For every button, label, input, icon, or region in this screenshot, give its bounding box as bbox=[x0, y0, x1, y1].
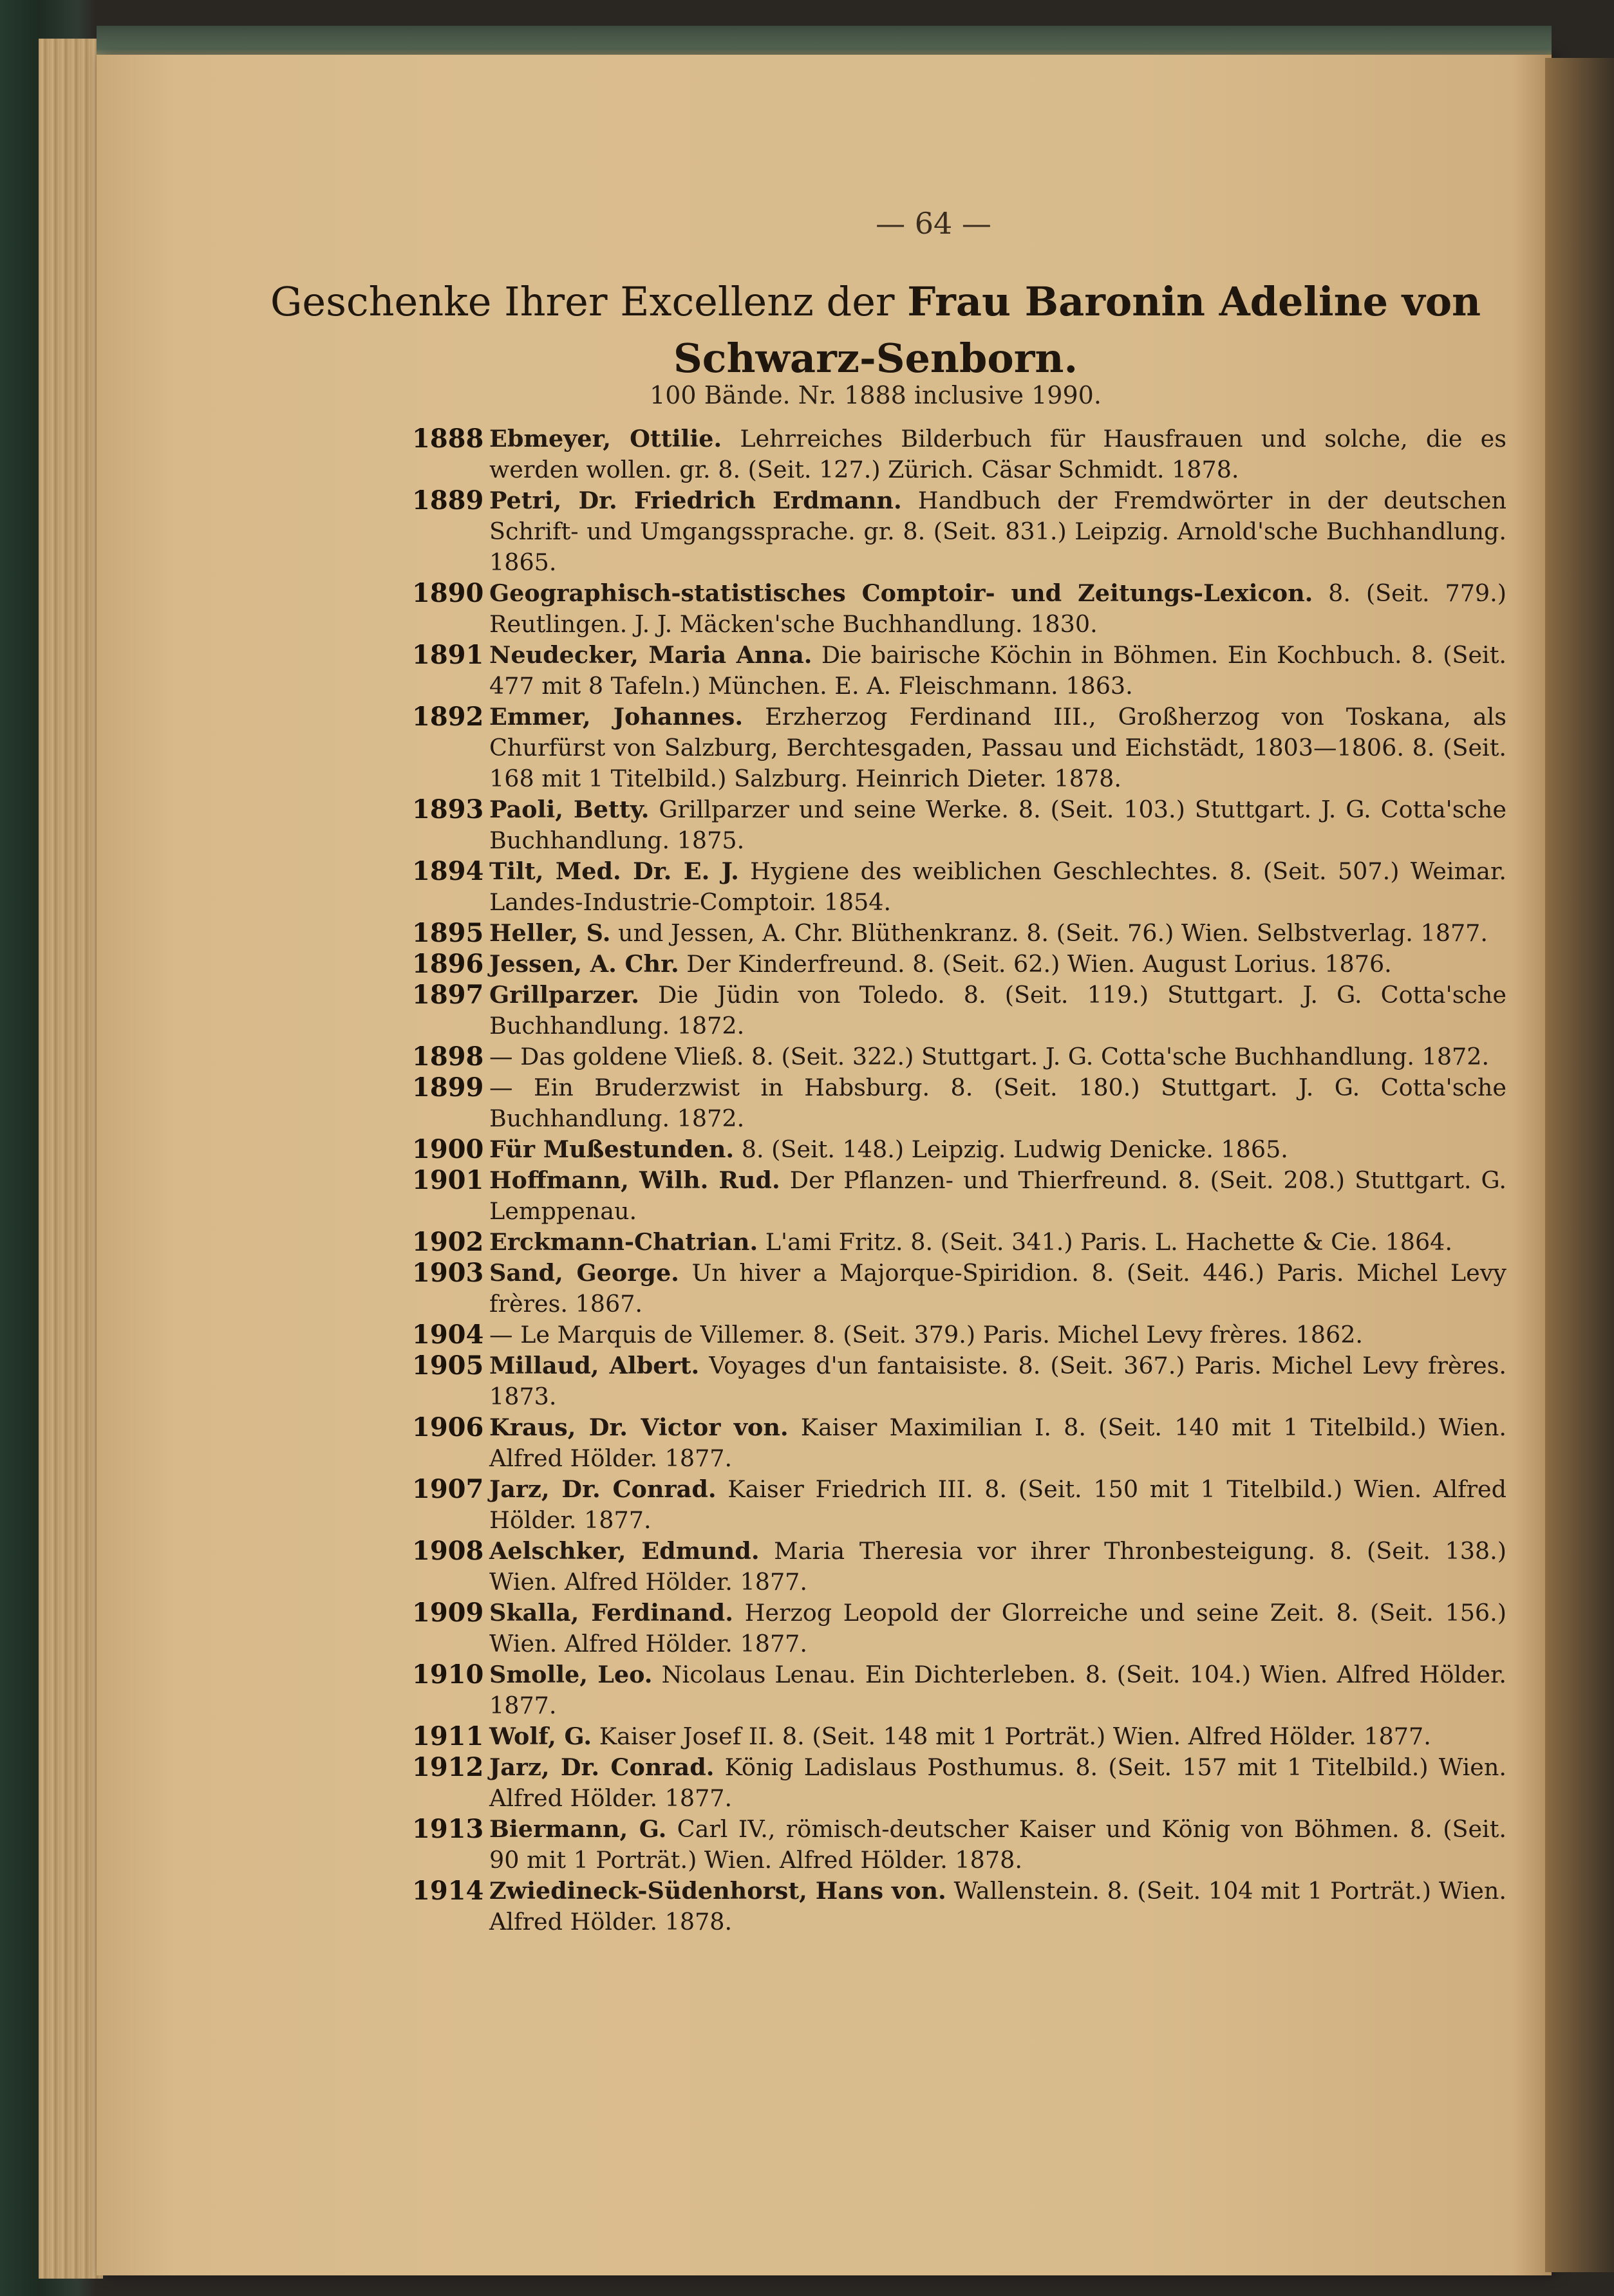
entry-author: Sand, George. bbox=[489, 1259, 679, 1287]
entry-author: Erckmann-Chatrian. bbox=[489, 1228, 758, 1256]
entry-author: Tilt, Med. Dr. E. J. bbox=[489, 857, 739, 885]
entry-author: Grillparzer. bbox=[489, 981, 639, 1009]
entry-description: König Ladislaus Posthumus. 8. (Seit. 157 mit 1 Titelbild.) Wien. Alfred Hölder. 1877. bbox=[489, 1753, 1506, 1812]
entry-author: Kraus, Dr. Victor von. bbox=[489, 1414, 789, 1441]
catalog-entry bbox=[361, 980, 1506, 1041]
entry-author: Smolle, Leo. bbox=[489, 1661, 653, 1688]
catalog-entry bbox=[361, 1134, 1506, 1165]
entry-number: 1914 bbox=[412, 1876, 484, 1906]
entry-body bbox=[489, 794, 1506, 856]
catalog-entry bbox=[361, 1752, 1506, 1814]
entry-author: Wolf, G. bbox=[489, 1722, 592, 1750]
entry-body bbox=[489, 640, 1506, 702]
catalog-entry bbox=[361, 1598, 1506, 1659]
entry-author: Für Mußestunden. bbox=[489, 1135, 735, 1163]
entry-description: — Ein Bruderzwist in Habsburg. 8. (Seit. 180.) Stuttgart. J. G. Cotta'sche Buchhandlung. 1872. bbox=[489, 1074, 1506, 1132]
catalog-entry bbox=[361, 1041, 1506, 1072]
page-right-shadow bbox=[1545, 58, 1614, 2272]
entry-author: Jarz, Dr. Conrad. bbox=[489, 1475, 717, 1503]
entry-body bbox=[489, 1041, 1506, 1072]
catalog-entry bbox=[361, 578, 1506, 640]
catalog-entry bbox=[361, 1350, 1506, 1412]
catalog-entry bbox=[361, 1536, 1506, 1598]
entry-body bbox=[489, 1752, 1506, 1814]
entry-description: Grillparzer und seine Werke. 8. (Seit. 103.) Stuttgart. J. G. Cotta'sche Buchhandlung. 1875. bbox=[489, 796, 1506, 854]
entry-description: 8. (Seit. 148.) Leipzig. Ludwig Denicke. 1865. bbox=[734, 1135, 1288, 1163]
entry-number: 1912 bbox=[412, 1752, 484, 1782]
catalog-entry bbox=[361, 1659, 1506, 1721]
entry-body bbox=[489, 1412, 1506, 1474]
entry-number: 1905 bbox=[412, 1350, 484, 1381]
catalog-entry bbox=[361, 794, 1506, 856]
page-subtitle: 100 Bände. Nr. 1888 inclusive 1990. bbox=[650, 381, 1102, 409]
entry-description: Kaiser Maximilian I. 8. (Seit. 140 mit 1 Titelbild.) Wien. Alfred Hölder. 1877. bbox=[489, 1414, 1507, 1472]
entry-number: 1910 bbox=[412, 1659, 484, 1690]
entry-body bbox=[489, 424, 1506, 485]
catalog-entry bbox=[361, 918, 1506, 949]
entry-description: Nicolaus Lenau. Ein Dichterleben. 8. (Seit. 104.) Wien. Alfred Hölder. 1877. bbox=[489, 1661, 1506, 1719]
entry-description: Der Pflanzen- und Thierfreund. 8. (Seit. 208.) Stuttgart. G. Lemppenau. bbox=[489, 1166, 1507, 1225]
entry-author: Millaud, Albert. bbox=[489, 1352, 700, 1379]
entry-number: 1908 bbox=[412, 1536, 484, 1566]
entry-number: 1902 bbox=[412, 1227, 484, 1257]
catalog-entry bbox=[361, 1165, 1506, 1227]
entry-number: 1901 bbox=[412, 1165, 484, 1195]
entry-author: Jessen, A. Chr. bbox=[489, 950, 679, 978]
entry-number: 1899 bbox=[412, 1072, 484, 1103]
catalog-entry bbox=[361, 1814, 1506, 1876]
catalog-entry bbox=[361, 856, 1506, 918]
entry-description: und Jessen, A. Chr. Blüthenkranz. 8. (Seit. 76.) Wien. Selbstverlag. 1877. bbox=[610, 919, 1488, 947]
entry-body bbox=[489, 1072, 1506, 1134]
entry-body bbox=[489, 1474, 1506, 1536]
entry-number: 1898 bbox=[412, 1041, 484, 1072]
entry-number: 1911 bbox=[412, 1721, 484, 1751]
entry-number: 1909 bbox=[412, 1598, 484, 1628]
entry-author: Zwiedineck-Südenhorst, Hans von. bbox=[489, 1877, 946, 1905]
entry-number: 1895 bbox=[412, 918, 484, 948]
entry-body bbox=[489, 949, 1506, 980]
catalog-entry bbox=[361, 1412, 1506, 1474]
entry-description: Handbuch der Fremdwörter in der deutschen Schrift- und Umgangssprache. gr. 8. (Seit. 831.) Leipzig. Arnold'sche Buchhandlung. 1865. bbox=[489, 487, 1506, 576]
entry-description: Kaiser Josef II. 8. (Seit. 148 mit 1 Porträt.) Wien. Alfred Hölder. 1877. bbox=[592, 1722, 1431, 1750]
entry-body bbox=[489, 1536, 1506, 1598]
entry-author: Paoli, Betty. bbox=[489, 796, 650, 823]
entry-body bbox=[489, 1165, 1506, 1227]
entry-number: 1896 bbox=[412, 949, 484, 979]
entry-description: Maria Theresia vor ihrer Thronbesteigung. 8. (Seit. 138.) Wien. Alfred Hölder. 1877. bbox=[489, 1537, 1506, 1596]
entry-body bbox=[489, 1721, 1506, 1752]
entry-description: Kaiser Friedrich III. 8. (Seit. 150 mit 1 Titelbild.) Wien. Alfred Hölder. 1877. bbox=[489, 1475, 1506, 1534]
entry-body bbox=[489, 485, 1506, 578]
title-donor-name: Frau Baronin Adeline von bbox=[907, 278, 1481, 325]
entry-number: 1889 bbox=[412, 485, 484, 516]
entry-description: Die Jüdin von Toledo. 8. (Seit. 119.) Stuttgart. J. G. Cotta'sche Buchhandlung. 1872. bbox=[489, 981, 1506, 1040]
page-stack-edge bbox=[39, 39, 103, 2279]
title-donor-surname: Schwarz-Senborn. bbox=[673, 335, 1078, 382]
entry-body bbox=[489, 918, 1506, 949]
entry-description: — Das goldene Vließ. 8. (Seit. 322.) Stuttgart. J. G. Cotta'sche Buchhandlung. 1872. bbox=[489, 1043, 1490, 1070]
entry-description: Voyages d'un fantaisiste. 8. (Seit. 367.) Paris. Michel Levy frères. 1873. bbox=[489, 1352, 1506, 1410]
entry-body bbox=[489, 1227, 1506, 1258]
entry-author: Skalla, Ferdinand. bbox=[489, 1599, 733, 1627]
entry-description: 8. (Seit. 779.) Reutlingen. J. J. Mäcken'sche Buchhandlung. 1830. bbox=[489, 579, 1506, 638]
entry-body bbox=[489, 1320, 1506, 1350]
entry-author: Neudecker, Maria Anna. bbox=[489, 641, 812, 669]
entry-description: Der Kinderfreund. 8. (Seit. 62.) Wien. August Lorius. 1876. bbox=[679, 950, 1392, 978]
entry-number: 1893 bbox=[412, 794, 484, 825]
entry-description: Lehrreiches Bilderbuch für Hausfrauen und solche, die es werden wollen. gr. 8. (Seit. 127.) Zürich. Cäsar Schmidt. 1878. bbox=[489, 425, 1506, 483]
entry-author: Hoffmann, Wilh. Rud. bbox=[489, 1166, 780, 1194]
entry-body bbox=[489, 578, 1506, 640]
entry-number: 1904 bbox=[412, 1320, 484, 1350]
entry-author: Emmer, Johannes. bbox=[489, 703, 744, 731]
entry-number: 1913 bbox=[412, 1814, 484, 1844]
entry-author: Ebmeyer, Ottilie. bbox=[489, 425, 722, 453]
entry-body bbox=[489, 1876, 1506, 1937]
entry-author: Geographisch-statistisches Comptoir- und Zeitungs-Lexicon. bbox=[489, 579, 1313, 607]
entry-description: — Le Marquis de Villemer. 8. (Seit. 379.) Paris. Michel Levy frères. 1862. bbox=[489, 1321, 1364, 1349]
page-title bbox=[258, 274, 1494, 387]
entry-body bbox=[489, 1814, 1506, 1876]
entry-number: 1907 bbox=[412, 1474, 484, 1504]
entry-description: Wallenstein. 8. (Seit. 104 mit 1 Porträt.) Wien. Alfred Hölder. 1878. bbox=[489, 1877, 1507, 1936]
entry-description: Un hiver a Majorque-Spiridion. 8. (Seit. 446.) Paris. Michel Levy frères. 1867. bbox=[489, 1259, 1507, 1318]
catalog-entry bbox=[361, 1320, 1506, 1350]
entry-number: 1888 bbox=[412, 424, 484, 454]
catalog-entry bbox=[361, 485, 1506, 578]
entry-number: 1897 bbox=[412, 980, 484, 1010]
page-number: — 64 — bbox=[876, 206, 991, 241]
catalog-entry bbox=[361, 1227, 1506, 1258]
entry-description: Erzherzog Ferdinand III., Großherzog von Toskana, als Churfürst von Salzburg, Berchtesgaden, Passau und Eichstädt, 1803—1806. 8. (Seit. 168 mit 1 Titelbild.) Salzburg. Heinrich Dieter. 1878. bbox=[489, 703, 1506, 792]
entry-number: 1890 bbox=[412, 578, 484, 608]
entry-number: 1900 bbox=[412, 1134, 484, 1164]
entry-body bbox=[489, 1258, 1506, 1320]
entry-number: 1892 bbox=[412, 702, 484, 732]
entry-body bbox=[489, 702, 1506, 794]
entry-body bbox=[489, 1659, 1506, 1721]
catalog-entry bbox=[361, 1721, 1506, 1752]
entry-description: Die bairische Köchin in Böhmen. Ein Kochbuch. 8. (Seit. 477 mit 8 Tafeln.) München. E. A. Fleischmann. 1863. bbox=[489, 641, 1506, 700]
entry-description: Carl IV., römisch-deutscher Kaiser und König von Böhmen. 8. (Seit. 90 mit 1 Porträt.) Wien. Alfred Hölder. 1878. bbox=[489, 1815, 1506, 1874]
entry-description: Hygiene des weiblichen Geschlechtes. 8. (Seit. 507.) Weimar. Landes-Industrie-Comptoir. 1854. bbox=[489, 857, 1506, 916]
entry-number: 1891 bbox=[412, 640, 484, 670]
entry-author: Aelschker, Edmund. bbox=[489, 1537, 760, 1565]
title-prefix: Geschenke Ihrer Excellenz der bbox=[270, 278, 908, 325]
entry-number: 1906 bbox=[412, 1412, 484, 1442]
entry-author: Heller, S. bbox=[489, 919, 611, 947]
entry-body bbox=[489, 1350, 1506, 1412]
catalog-entry bbox=[361, 1258, 1506, 1320]
entry-description: Herzog Leopold der Glorreiche und seine Zeit. 8. (Seit. 156.) Wien. Alfred Hölder. 1877. bbox=[489, 1599, 1506, 1657]
entry-body bbox=[489, 1598, 1506, 1659]
catalog-entry bbox=[361, 424, 1506, 485]
entry-number: 1894 bbox=[412, 856, 484, 886]
entry-description: L'ami Fritz. 8. (Seit. 341.) Paris. L. Hachette & Cie. 1864. bbox=[758, 1228, 1453, 1256]
entry-body bbox=[489, 1134, 1506, 1165]
entry-body bbox=[489, 980, 1506, 1041]
catalog-entry bbox=[361, 1072, 1506, 1134]
catalog-entry-list bbox=[361, 424, 1506, 1937]
entry-author: Biermann, G. bbox=[489, 1815, 667, 1843]
catalog-entry bbox=[361, 949, 1506, 980]
entry-body bbox=[489, 856, 1506, 918]
catalog-entry bbox=[361, 702, 1506, 794]
entry-number: 1903 bbox=[412, 1258, 484, 1288]
entry-author: Petri, Dr. Friedrich Erdmann. bbox=[489, 487, 902, 514]
catalog-entry bbox=[361, 640, 1506, 702]
entry-author: Jarz, Dr. Conrad. bbox=[489, 1753, 715, 1781]
catalog-entry bbox=[361, 1474, 1506, 1536]
catalog-entry bbox=[361, 1876, 1506, 1937]
